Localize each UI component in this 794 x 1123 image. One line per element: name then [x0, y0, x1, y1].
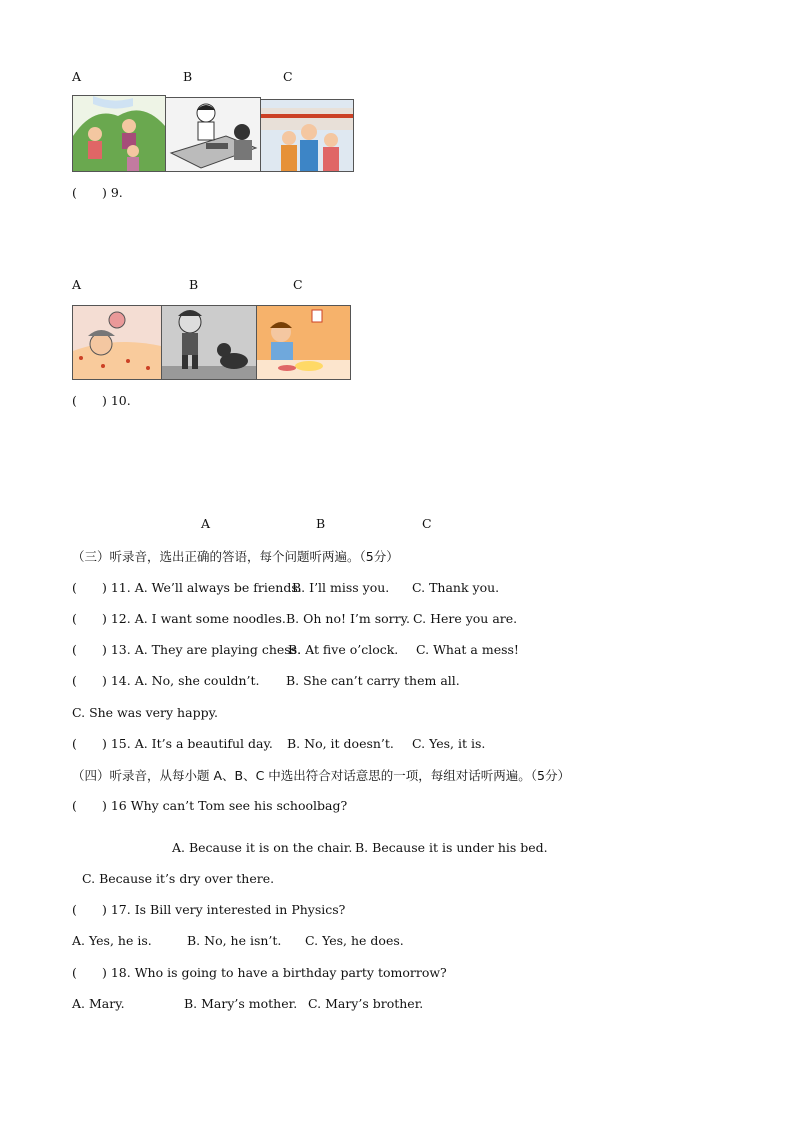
question-16 [72, 798, 347, 813]
question-14-option-c: C. She was very happy. [72, 705, 218, 720]
question-15-option-b: B. No, it doesn’t. [287, 736, 394, 751]
question-12 [72, 611, 286, 626]
option-label-c: C [422, 516, 432, 531]
question-15-option-a: ) 15. A. It’s a beautiful day. [102, 736, 273, 751]
question-18-option-c: C. Mary’s brother. [308, 996, 424, 1011]
question-9-number: ) 9. [102, 185, 123, 200]
answer-blank[interactable]: ( [72, 185, 77, 200]
picture-b-boys-playing [165, 97, 261, 172]
question-14-option-b: B. She can’t carry them all. [286, 673, 460, 688]
answer-blank[interactable]: ( [72, 611, 77, 626]
question-11-option-a: ) 11. A. We’ll always be friends. [102, 580, 302, 595]
girl-resting-illustration [73, 306, 161, 379]
boy-with-dog-illustration [162, 306, 256, 379]
question-17-option-b: B. No, he isn’t. [187, 933, 282, 948]
picture-a-children-outdoors [72, 95, 166, 172]
question-15-option-c: C. Yes, it is. [412, 736, 486, 751]
option-label-c: C [283, 69, 293, 84]
question-10-number: ) 10. [102, 393, 131, 408]
question-15 [72, 736, 273, 751]
boy-eating-illustration [257, 306, 350, 379]
question-12-option-c: C. Here you are. [413, 611, 518, 626]
question-18-text: ) 18. Who is going to have a birthday party tomorrow? [102, 965, 447, 980]
option-label-c: C [293, 277, 303, 292]
option-label-a: A [72, 277, 82, 292]
option-label-a: A [201, 516, 211, 531]
question-17-option-c: C. Yes, he does. [305, 933, 404, 948]
answer-blank[interactable]: ( [72, 798, 77, 813]
answer-blank[interactable]: ( [72, 965, 77, 980]
question-13 [72, 642, 301, 657]
question-16-option-c: C. Because it’s dry over there. [82, 871, 275, 886]
question-16-option-b: B. Because it is under his bed. [355, 840, 548, 855]
family-on-ship-illustration [261, 100, 353, 171]
question-11-option-c: C. Thank you. [412, 580, 500, 595]
question-13-option-c: C. What a mess! [416, 642, 519, 657]
section-3-title: （三）听录音，选出正确的答语，每个问题听两遍。（5分） [72, 549, 399, 564]
option-label-b: B [189, 277, 199, 292]
question-13-option-b: B. At five o’clock. [288, 642, 399, 657]
question-12-option-a: ) 12. A. I want some noodles. [102, 611, 286, 626]
question-9 [72, 185, 123, 200]
option-label-a: A [72, 69, 82, 84]
answer-blank[interactable]: ( [72, 393, 77, 408]
question-10 [72, 393, 131, 408]
children-outdoors-illustration [73, 96, 165, 171]
answer-blank[interactable]: ( [72, 580, 77, 595]
question-12-option-b: B. Oh no! I’m sorry. [286, 611, 410, 626]
picture-c-boy-eating [256, 305, 351, 380]
question-14 [72, 673, 260, 688]
question-11-option-b: B. I’ll miss you. [292, 580, 390, 595]
question-17-text: ) 17. Is Bill very interested in Physics? [102, 902, 346, 917]
boys-playing-illustration [166, 98, 260, 171]
answer-blank[interactable]: ( [72, 642, 77, 657]
question-16-text: ) 16 Why can’t Tom see his schoolbag? [102, 798, 348, 813]
answer-blank[interactable]: ( [72, 902, 77, 917]
question-18-option-b: B. Mary’s mother. [184, 996, 298, 1011]
picture-b-boy-with-dog [161, 305, 257, 380]
question-11 [72, 580, 302, 595]
section-4-title: （四）听录音，从每小题 A、B、C 中选出符合对话意思的一项，每组对话听两遍。（5分） [72, 768, 571, 783]
question-18-option-a: A. Mary. [72, 996, 125, 1011]
question-14-option-a: ) 14. A. No, she couldn’t. [102, 673, 260, 688]
question-17-option-a: A. Yes, he is. [72, 933, 152, 948]
question-16-option-a: A. Because it is on the chair. [172, 840, 353, 855]
picture-a-girl-resting [72, 305, 162, 380]
question-13-option-a: ) 13. A. They are playing chess. [102, 642, 302, 657]
question-17 [72, 902, 345, 917]
option-label-b: B [183, 69, 193, 84]
option-label-b: B [316, 516, 326, 531]
question-18 [72, 965, 447, 980]
picture-c-family-on-ship [260, 99, 354, 172]
answer-blank[interactable]: ( [72, 673, 77, 688]
answer-blank[interactable]: ( [72, 736, 77, 751]
